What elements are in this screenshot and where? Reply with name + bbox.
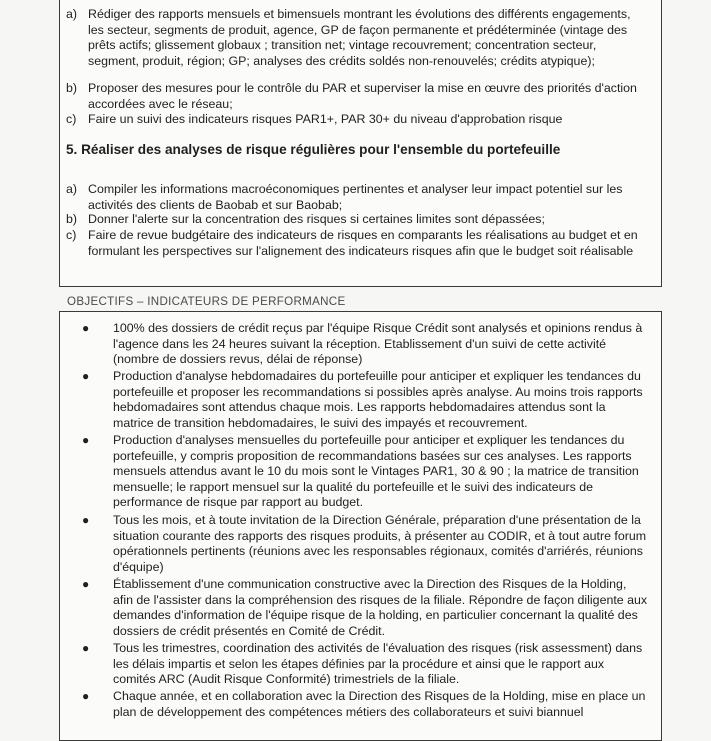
objectives-panel: [59, 311, 662, 741]
item-marker: a): [66, 7, 78, 21]
item-marker: b): [66, 81, 78, 95]
bullet-icon: ●: [82, 641, 90, 655]
item-marker: c): [66, 112, 77, 126]
item-text: Faire de revue budgétaire des indicateurs de risques en comparants les réalisations au budget et en formulant les perspectives sur l'alignement des indicateurs risques afin que le budget soit réalisable: [88, 228, 638, 258]
bullet-icon: ●: [82, 433, 90, 447]
list-item: [82, 577, 648, 639]
item-text: Donner l'alerte sur la concentration des risques si certaines limites sont dépassées;: [88, 212, 545, 226]
item-text: Faire un suivi des indicateurs risques PAR1+, PAR 30+ du niveau d'approbation risque: [88, 112, 563, 126]
bullet-text: 100% des dossiers de crédit reçus par l'équipe Risque Crédit sont analysés et opinions rendus à l'agence dans les 24 heures suivant la réception. Etablissement d'un suivi de cette activité (nombre de dossiers revus, délai de réponse): [113, 321, 643, 367]
list-item-b: [66, 81, 646, 112]
bullet-icon: ●: [82, 577, 90, 591]
list-item: [82, 689, 648, 720]
bullet-text: Production d'analyses mensuelles du portefeuille pour anticiper et expliquer les tendances du portefeuille, y compris proposition de recommandations basées sur ces analyses. Les rapports mensuels attendus avant le 10 du mois sont le Vintages PAR1, 30 & 90 ; la matrice de transition mensuelle; le rapport mensuel sur la qualité du portefeuille et le suivi des indicateurs de performance de risque par rapport au budget.: [113, 433, 639, 510]
bullet-icon: ●: [82, 321, 90, 335]
objectives-label: OBJECTIFS – INDICATEURS DE PERFORMANCE: [67, 295, 346, 308]
bullet-icon: ●: [82, 689, 90, 703]
bullet-icon: ●: [82, 513, 90, 527]
list-item-a: [66, 182, 646, 213]
bullet-text: Chaque année, et en collaboration avec la Direction des Risques de la Holding, mise en place un plan de développement des compétences métiers des collaborateurs et suivi biannuel: [113, 689, 646, 719]
item-marker: c): [66, 228, 77, 242]
section-heading: 5. Réaliser des analyses de risque régulières pour l'ensemble du portefeuille: [66, 142, 561, 157]
list-item: [82, 321, 648, 368]
responsibilities-panel: [59, 0, 662, 287]
item-marker: a): [66, 182, 78, 196]
bullet-text: Établissement d'une communication constructive avec la Direction des Risques de la Holding, afin de l'assister dans la compréhension des risques de la filiale. Répondre de façon diligente aux demandes d'information de l'équipe risque de la holding, en particulier concernant la qualité des dossiers de crédit présentés en Comité de Crédit.: [113, 577, 648, 638]
list-item-b: [66, 212, 646, 228]
list-item: [82, 641, 648, 688]
bullet-text: Production d'analyse hebdomadaires du portefeuille pour anticiper et expliquer les tendances du portefeuille et proposer les recommandations si possibles après analyse. Au moins trois rapports hebdomadaires sont attendus chaque mois. Les rapports hebdomadaires attendus sont la matrice de transition hebdomadaires, le suivi des impayés et recouvrement.: [113, 369, 643, 430]
item-marker: b): [66, 212, 78, 226]
item-text: Rédiger des rapports mensuels et bimensuels montrant les évolutions des différents engagements, les secteur, segments de produit, agence, GP de façon permanente et prédéterminée (vintage des prêts actifs; glissement globaux ; transition net; vintage recouvrement; concentration secteur, segment, produit, région; GP; analyses des crédits soldés non-renouvelés; crédits atypique);: [88, 7, 631, 68]
bullet-icon: ●: [82, 369, 90, 383]
list-item-c: [66, 112, 646, 128]
list-item: [82, 369, 648, 431]
list-item: [82, 433, 648, 511]
list-item-a: [66, 7, 646, 69]
bullet-text: Tous les mois, et à toute invitation de la Direction Générale, préparation d'une présentation de la situation courante des rapports des risques produits, à présenter au CODIR, et à tout autre forum opérationnels pertinents (réunions avec les responsables régionaux, comités d'arriérés, réunions d'équipe): [113, 513, 647, 574]
item-text: Compiler les informations macroéconomiques pertinentes et analyser leur impact potentiel sur les activités des clients de Baobab et sur Baobab;: [88, 182, 623, 212]
list-item: [82, 513, 648, 575]
item-text: Proposer des mesures pour le contrôle du PAR et superviser la mise en œuvre des priorités d'action accordées avec le réseau;: [88, 81, 637, 111]
list-item-c: [66, 228, 646, 259]
bullet-text: Tous les trimestres, coordination des activités de l'évaluation des risques (risk assessment) dans les délais impartis et selon les étapes définies par la procédure et ainsi que le rapport aux comités ARC (Audit Risque Conformité) trimestriels de la filiale.: [113, 641, 643, 687]
